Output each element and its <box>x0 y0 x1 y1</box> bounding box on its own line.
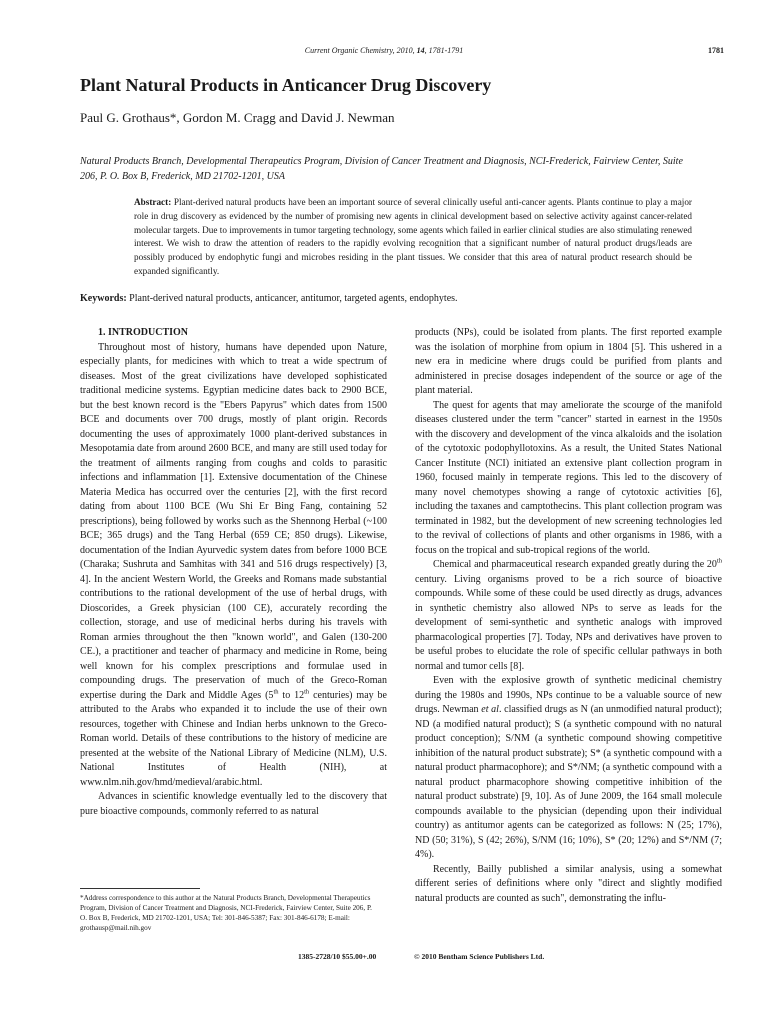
body-paragraph: Even with the explosive growth of synthetic medicinal chemistry during the 1980s and 1990s, NPs continue to be a valuable source of new drugs. Newman et al. classified drugs as N (an unmodified natural product); ND (a modified natural product); S (a synthetic compound with no natural product conception); S/NM (a synthetic compound showing competitive inhibition of the natural product substrate); S* (a synthetic compound with a natural product pharmacophore); and S*/NM; (a synthetic compound with a natural product pharmacophore showing competitive inhibition of the natural product substrate) [9, 10]. As of June 2009, the 164 small molecule compounds available to the physician (depending upon their individual country) as antitumor agents can be categorized as follows: N (25; 17%), ND (50; 31%), S (42; 26%), S/NM (16; 10%), S* (20; 12%) and S*/NM (7; 4%). <box>415 675 723 860</box>
copyright-notice: © 2010 Bentham Science Publishers Ltd. <box>414 952 545 961</box>
section-heading: 1. INTRODUCTION <box>98 327 189 338</box>
page-number: 1781 <box>708 46 724 55</box>
body-column-right <box>415 326 722 906</box>
superscript: th <box>304 688 310 696</box>
body-paragraph: The quest for agents that may ameliorate the scourge of the manifold diseases clustered under the term "cancer" started in earnest in the 1950s with the discovery and development of the vinca alkaloids and the isolation of the cytotoxic podophyllotoxins. As a result, the United States National Cancer Institute (NCI) initiated an extensive plant collection program in 1960, focused mainly in temperate regions. This led to the discovery of many novel chemotypes showing a range of cytotoxic activities [6], including the taxanes and camptothecins. This plant collection program was terminated in 1982, but the development of new screening technologies led to the revival of collections of plants and other organisms in 1986, with a focus on the tropical and sub-tropical regions of the world. <box>415 399 722 556</box>
keywords-text: Plant-derived natural products, anticancer, antitumor, targeted agents, endophytes. <box>126 293 458 304</box>
superscript: th <box>273 688 279 696</box>
body-column-left <box>80 326 387 819</box>
author-affiliation: Natural Products Branch, Developmental Therapeutics Program, Division of Cancer Treatment and Diagnosis, NCI-Frederick, Fairview Center, Suite 206, P. O. Box B, Frederick, MD 21702-1201, USA <box>80 156 683 182</box>
abstract-label: Abstract: <box>134 197 172 207</box>
issn-price: 1385-2728/10 $55.00+.00 <box>298 952 377 961</box>
italic-et-al: et al <box>481 704 499 715</box>
body-paragraph: products (NPs), could be isolated from plants. The first reported example was the isolation of morphine from opium in 1804 [5]. This ushered in a new era in medicine where drugs could be purified from plants and administered in precise dosages independent of the source or age of the plant material. <box>415 327 722 396</box>
body-paragraph: Recently, Bailly published a similar analysis, using a somewhat different series of definitions where only "direct and slightly modified natural products are counted as such", demonstrating the influ- <box>415 863 722 904</box>
body-paragraph: Advances in scientific knowledge eventually led to the discovery that pure bioactive compounds, commonly referred to as natural <box>80 791 387 817</box>
abstract-text: Plant-derived natural products have been an important source of several clinically useful anti-cancer agents. Plants continue to play a major role in drug discovery as evidenced by the number of promising new agents in clinical development based on selective activity against cancer-related molecular targets. Due to improvements in tumor targeting technology, some agents which failed in earlier clinical studies are also stimulating renewed interest. We wish to draw the attention of readers to the rapidly evolving recognition that a significant number of natural product drugs/leads are possibly produced by endophytic fungi and microbes residing in the plant tissues. We consider that this area of natural product research should be expanded significantly. <box>134 197 692 276</box>
journal-citation <box>0 44 768 58</box>
citation-pages: , 1781-1791 <box>424 46 464 55</box>
body-paragraph: Chemical and pharmaceutical research expanded greatly during the 20th century. Living organisms proved to be a rich source of bioactive compounds. While some of these could be used directly as drugs, advances in synthetic chemistry also allowed NPs to serve as leads for the development of semi-synthetic and synthetic analogs with improved pharmacological properties [7]. Today, NPs and derivatives have proven to be useful probes to elucidate the role of specific cellular pathways in both normal and tumor cells [8]. <box>415 557 722 672</box>
citation-year: , 2010, <box>392 46 417 55</box>
keywords-label: Keywords: <box>80 293 127 304</box>
keywords <box>80 292 700 306</box>
correspondence-footnote: *Address correspondence to this author at the Natural Products Branch, Developmental Therapeutics Program, Division of Cancer Treatment and Diagnosis, NCI-Frederick, Fairview Center, Suite 206, P. O. Box B, Frederick, MD 21702-1201, USA; Tel: 301-846-5387; Fax: 301-846-6178; E-mail: grothausp@mail.nih.gov <box>80 894 372 932</box>
abstract <box>134 196 692 279</box>
journal-volume: 14 <box>416 46 425 55</box>
journal-name: Current Organic Chemistry <box>304 46 393 55</box>
body-paragraph: Throughout most of history, humans have depended upon Nature, especially plants, for medicines with which to treat a wide spectrum of diseases. Most of the great civilizations have developed sophisticated traditional medicine systems. Egyptian medicine dates back to 2900 BCE, but the best known record is the "Ebers Papyrus" which dates from 1500 BCE and documents over 700 drugs, mostly of plant origin. Records documenting the uses of approximately 1000 plant-derived substances in Mesopotamia date from around 2600 BCE, and many are still used today for the treatment of ailments ranging from coughs and colds to parasitic infections and inflammation [1]. Extensive documentation of the Chinese Materia Medica has occurred over the centuries [2], with the first record dating from about 1100 BCE (Wu Shi Er Bing Fang, containing 52 prescriptions), being followed by works such as the Shennong Herbal (~100 BCE; 365 drugs) and the Tang Herbal (659 CE; 850 drugs). Likewise, documentation of the Indian Ayurvedic system dates from before 1000 BCE (Charaka; Sushruta and Samhitas with 341 and 516 drugs respectively) [3, 4]. In the ancient Western World, the Greeks and Romans made substantial contributions to the rational development of the use of herbal drugs, with Dioscorides, a Greek physician (100 CE), accurately recording the collection, storage, and use of medicinal herbs during his travels with Roman armies throughout the then "known world", and Galen (130-200 CE.), a practitioner and teacher of pharmacy and medicine in Rome, being well known for his complex prescriptions and formulae used in compounding drugs. The preservation of much of the Greco-Roman expertise during the Dark and Middle Ages (5th to 12th centuries) may be attributed to the Arabs who expanded it to include the use of their own resources, together with Chinese and Indian herbs unknown to the Greco-Roman world. Details of these contributions to the history of medicine are presented at the website of the National Library of Medicine (NLM), U.S. National Institutes of Health (NIH), at www.nlm.nih.gov/hmd/medieval/arabic.html. <box>80 341 387 788</box>
article-title: Plant Natural Products in Anticancer Drug Discovery <box>80 75 492 95</box>
footnote-divider <box>80 888 200 889</box>
author-list: Paul G. Grothaus*, Gordon M. Cragg and David J. Newman <box>80 110 395 125</box>
running-head <box>0 44 768 58</box>
superscript: th <box>716 557 722 565</box>
